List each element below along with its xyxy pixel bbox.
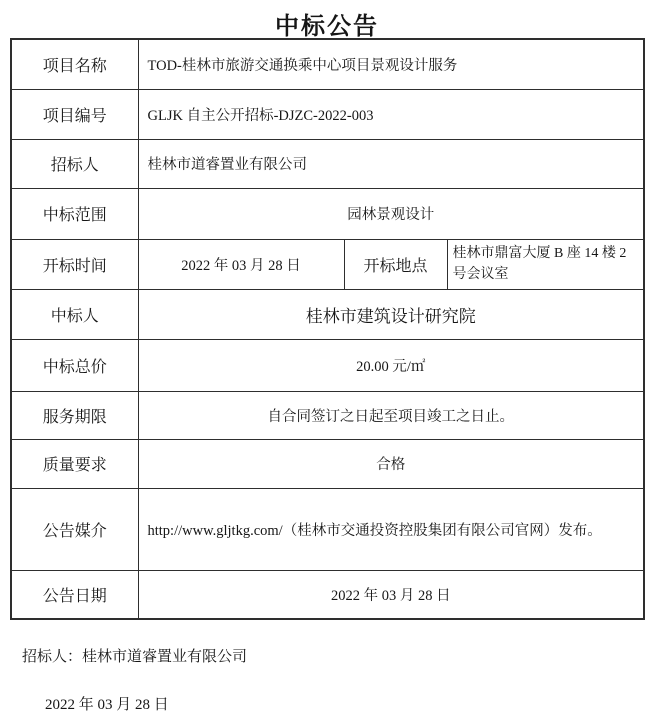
table-row-quality-requirement xyxy=(11,439,644,488)
table-row-award-scope xyxy=(11,188,644,239)
table-row-announcement-date xyxy=(11,570,644,619)
winner-value: 桂林市建筑设计研究院 xyxy=(138,289,644,339)
project-number-value: GLJK 自主公开招标-DJZC-2022-003 xyxy=(138,89,644,139)
tenderer-label: 招标人 xyxy=(11,139,138,188)
signature-date-line: 2022 年 03 月 28 日 xyxy=(45,697,169,713)
bid-opening-place-value: 桂林市鼎富大厦 B 座 14 楼 2 号会议室 xyxy=(447,239,644,289)
table-row-tenderer xyxy=(11,139,644,188)
bidder-signature-line: 招标人：桂林市道睿置业有限公司 xyxy=(22,649,248,665)
table-row-winning-price xyxy=(11,339,644,391)
announcement-media-value: http://www.gljtkg.com/（桂林市交通投资控股集团有限公司官网）发布。 xyxy=(138,488,644,570)
bid-opening-time-value: 2022 年 03 月 28 日 xyxy=(138,239,344,289)
table-row-project-name xyxy=(11,39,644,89)
winning-price-value: 20.00 元/㎡ xyxy=(138,339,644,391)
announcement-date-label: 公告日期 xyxy=(11,570,138,619)
award-scope-label: 中标范围 xyxy=(11,188,138,239)
announcement-media-label: 公告媒介 xyxy=(11,488,138,570)
page-title: 中标公告 xyxy=(275,14,379,40)
bid-opening-place-label: 开标地点 xyxy=(344,239,447,289)
table-row-project-number xyxy=(11,89,644,139)
bid-opening-time-label: 开标时间 xyxy=(11,239,138,289)
quality-requirement-value: 合格 xyxy=(138,439,644,488)
service-period-value: 自合同签订之日起至项目竣工之日止。 xyxy=(138,391,644,439)
winning-price-label: 中标总价 xyxy=(11,339,138,391)
service-period-label: 服务期限 xyxy=(11,391,138,439)
announcement-table xyxy=(10,38,645,620)
table-row-service-period xyxy=(11,391,644,439)
announcement-date-value: 2022 年 03 月 28 日 xyxy=(138,570,644,619)
table-row-bid-opening xyxy=(11,239,644,289)
project-number-label: 项目编号 xyxy=(11,89,138,139)
award-scope-value: 园林景观设计 xyxy=(138,188,644,239)
table-row-announcement-media xyxy=(11,488,644,570)
quality-requirement-label: 质量要求 xyxy=(11,439,138,488)
project-name-label: 项目名称 xyxy=(11,39,138,89)
table-row-winner xyxy=(11,289,644,339)
winner-label: 中标人 xyxy=(11,289,138,339)
tenderer-value: 桂林市道睿置业有限公司 xyxy=(138,139,644,188)
project-name-value: TOD-桂林市旅游交通换乘中心项目景观设计服务 xyxy=(138,39,644,89)
